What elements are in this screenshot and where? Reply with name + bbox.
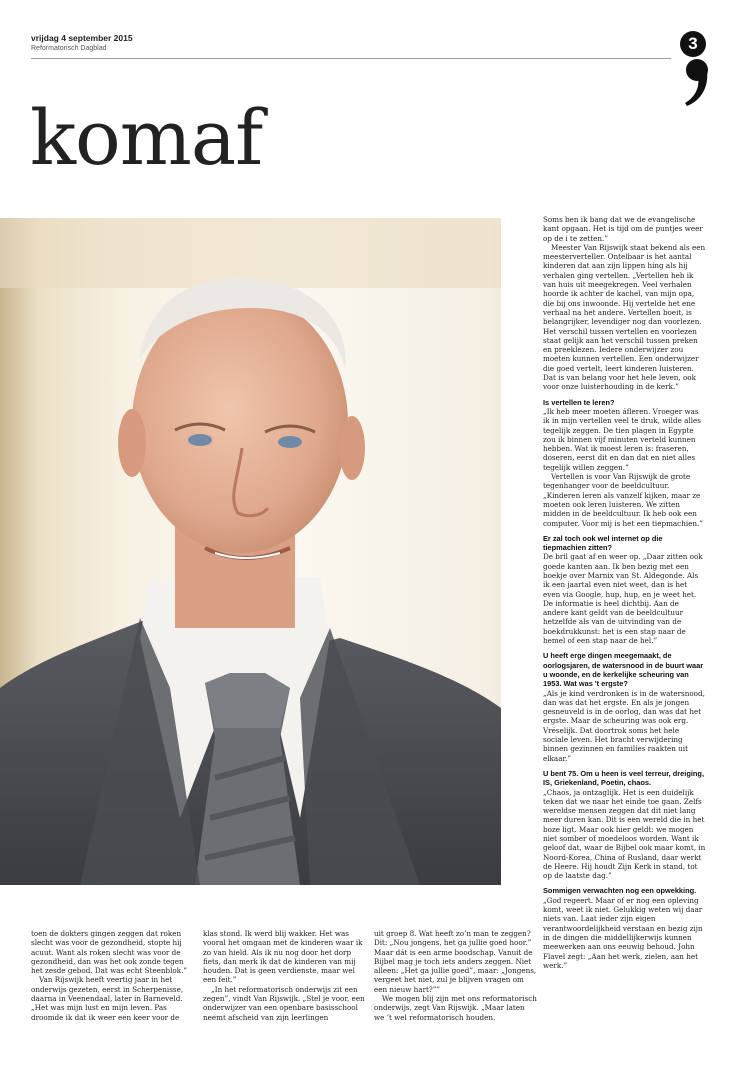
paragraph: „Ik heb meer moeten áfleren. Vroeger was ik in mijn vertellen veel te druk, wilde alles tegelijk zeggen. De tien plagen in Egypte zou ik binnen vijf minuten verteld kunnen hebben. Wat ik moest leren is: fraseren, doseren, eerst dit en dan dat en niet alles tegelijk willen zeggen.” [543, 406, 701, 472]
interview-question: Sommigen verwachten nog een opwekking. [543, 886, 697, 896]
paragraph: We mogen blij zijn met ons reformatorisch onderwijs, zegt Van Rijswijk. „Maar laten we ’t wel reformatorisch houden. [374, 994, 537, 1022]
right-article-column [543, 215, 706, 970]
interview-question: U heeft erge dingen meegemaakt, de oorlogsjaren, de watersnood in de buurt waar u woonde, en de kerkelijke scheuring van 1953. Wat was 't ergste? [543, 651, 704, 689]
paragraph: toen de dokters gingen zeggen dat roken slecht was voor de gezondheid, stopte hij acuut. Want als roken slecht was voor de gezondheid, dan was het ook zonde tegen het zesde gebod. Dat was echt Steenblok.” [31, 929, 188, 976]
bottom-column-1 [31, 929, 194, 1022]
paragraph: „Als je kind verdronken is in de watersnood, dan was dat het ergste. En als je jongen gesneuveld is in de oorlog, dan was dat het ergste. Maar de scheuring was ook erg. Vréselijk. Dat doortrok soms het hele sociale leven. Het bracht verwijdering binnen gezinnen en families raakten uit elkaar.” [543, 688, 705, 763]
page-number-badge: 3 [680, 31, 706, 57]
paragraph: De bril gaat af en weer op. „Daar zitten ook goede kanten aan. Ik ben bezig met een boekje over Marnix van St. Aldegonde. Als ik een jaartal even niet weet, dan is het even via Google, hup, hup, en je weet het. De informatie is heel dichtbij. Aan de andere kant geldt van de beeldcultuur hetzelfde als van de uitvinding van de boekdrukkunst: het is een stap naar de hemel of een stap naar de hel.” [543, 552, 703, 646]
issue-date: vrijdag 4 september 2015 [31, 33, 133, 43]
bottom-column-2 [203, 929, 366, 1022]
header-rule [31, 58, 671, 59]
paragraph: Soms ben ik bang dat we de evangelische kant opgaan. Het is tijd om de puntjes weer op de i te zetten.” [543, 215, 703, 243]
comma-icon [682, 58, 712, 108]
bottom-column-3 [374, 929, 537, 1022]
paragraph: „In het reformatorisch onderwijs zit een zegen”, vindt Van Rijswijk. „Stel je voor, een onderwijzer van een openbare basisschool neemt afscheid van zijn leerlingen [203, 984, 365, 1022]
paragraph: „God regeert. Maar of er nog een opleving komt, weet ik niet. Gelukkig weten wij daar niets van. Laat ieder zijn eigen verantwoordelijkheid verstaan en bezig zijn in de dingen die middellijkerwijs kunnen meewerken aan ons eeuwig behoud. John Flavel zegt: „Aan het werk, zielen, aan het werk.” [543, 895, 703, 970]
paragraph: Vertellen is voor Van Rijswijk de grote tegenhanger voor de beeldcultuur. „Kinderen leren als vanzelf kijken, maar ze moeten ook leren luisteren. We zitten midden in de beeldcultuur. Ik heb ook een computer. Voor mij is het een tiepmachien.” [543, 472, 703, 528]
interview-question: U bent 75. Om u heen is veel terreur, dreiging, IS, Griekenland, Poetin, chaos. [543, 768, 704, 788]
newspaper-name: Reformatorisch Dagblad [31, 45, 107, 52]
paragraph: uit groep 8. Wat heeft zo’n man te zeggen? Dit: „Nou jongens, het ga jullie goed hoor.” Maar dát is een arme boodschap. Vanuit de Bijbel mag je toch iets anders zeggen. Niet alleen: „Het ga jullie goed”, maar: „Jongens, vergeet het niet, zul je blijven vragen om een nieuw hart?”” [374, 929, 537, 994]
interview-question: Is vertellen te leren? [543, 397, 615, 407]
portrait-photo [0, 218, 501, 885]
paragraph: „Chaos, ja ontzaglijk. Het is een duidelijk teken dat we naar het einde toe gaan. Zelfs wereldse mensen zeggen dat dit niet lang meer duren kan. Dit is een wereld die in het boze ligt. Maar ook hier geldt: we mogen niet somber of moedeloos worden. Want ik geloof dat, waar de Bijbel ook maar komt, in Noord-Korea, China of Rusland, daar werkt de Heere. Hij houdt Zijn Kerk in stand, tot op de laatste dag.” [543, 787, 706, 881]
section-title: komaf [30, 93, 263, 182]
interview-question: Er zal toch ook wel internet op die tiepmachien zitten? [543, 533, 663, 553]
paragraph: Van Rijswijk heeft veertig jaar in het onderwijs gezeten, eerst in Scherpenisse, daarna in Veenendaal, later in Barneveld. „Het was mijn lust en mijn leven. Pas droomde ik dat ik weer een keer voor de [31, 975, 184, 1022]
paragraph: Meester Van Rijswijk staat bekend als een meesterverteller. Ontelbaar is het aantal kinderen dat aan zijn lippen hing als hij verhalen ging vertellen. „Vertellen heb ik van huis uit meegekregen. Veel verhalen hoorde ik achter de kachel, van mijn opa, die bij ons inwoonde. Hij vertelde het ene verhaal na het andere. Vertellen boeit, is belangrijker, levendiger nog dan voorlezen. Het verschil tussen vertellen en voorlezen staat gelijk aan het verschil tussen preken en preeklezen. Iedere onderwijzer zou moeten kunnen vertellen. Een onderwijzer die goed vertelt, leert kinderen luisteren. Dat is van belang voor het hele leven, ook voor onze luisterhouding in de kerk.” [543, 242, 706, 392]
paragraph: klas stond. Ik werd blij wakker. Het was vooral het omgaan met de kinderen waar ik zo van hield. Als ik nu nog door het dorp fiets, dan merk ik dat de kinderen van mij houden. Dat is geen verdienste, maar wel een feit.” [203, 929, 363, 985]
